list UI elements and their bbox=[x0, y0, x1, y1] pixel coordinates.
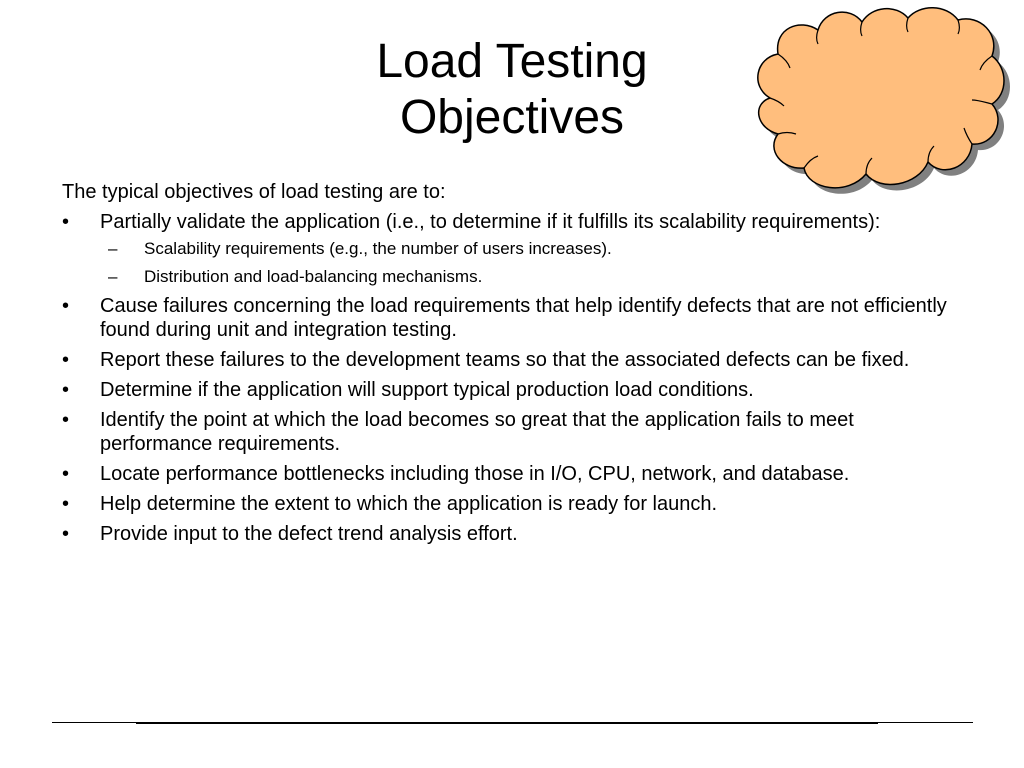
dash-marker: – bbox=[108, 239, 118, 258]
slide-body bbox=[62, 180, 962, 552]
bullet-item bbox=[62, 462, 962, 486]
sub-bullet-text: Distribution and load-balancing mechanisms. bbox=[144, 267, 483, 286]
slide-title bbox=[312, 34, 712, 146]
bullet-marker: • bbox=[62, 295, 70, 317]
intro-text: The typical objectives of load testing are to: bbox=[62, 181, 446, 203]
bullet-marker: • bbox=[62, 211, 70, 233]
bullet-item bbox=[62, 294, 962, 342]
bullet-marker: • bbox=[62, 409, 70, 431]
bullet-item bbox=[62, 522, 962, 546]
bullet-marker: • bbox=[62, 349, 70, 371]
bullet-text: Partially validate the application (i.e., to determine if it fulfills its scalability requirements): bbox=[100, 211, 881, 233]
bullet-text: Provide input to the defect trend analysis effort. bbox=[100, 523, 518, 545]
bullet-marker: • bbox=[62, 493, 70, 515]
dash-marker: – bbox=[108, 267, 118, 286]
bullet-text: Locate performance bottlenecks including those in I/O, CPU, network, and database. bbox=[100, 463, 850, 485]
sub-bullet-item bbox=[108, 238, 962, 260]
bullet-item bbox=[62, 210, 962, 288]
sub-bullet-text: Scalability requirements (e.g., the number of users increases). bbox=[144, 239, 612, 258]
bullet-text: Determine if the application will support typical production load conditions. bbox=[100, 379, 754, 401]
bullet-item bbox=[62, 378, 962, 402]
bullet-item bbox=[62, 348, 962, 372]
bullet-text: Identify the point at which the load becomes so great that the application fails to meet performance requirements. bbox=[100, 409, 854, 455]
bullet-item bbox=[62, 492, 962, 516]
bullet-text: Report these failures to the development teams so that the associated defects can be fixed. bbox=[100, 349, 910, 371]
bullet-text: Help determine the extent to which the application is ready for launch. bbox=[100, 493, 718, 515]
slide-title-line-1: Load Testing bbox=[376, 35, 648, 88]
bullet-marker: • bbox=[62, 379, 70, 401]
bullet-item bbox=[62, 408, 962, 456]
bullet-text: Cause failures concerning the load requirements that help identify defects that are not efficiently found during unit and integration testing. bbox=[100, 295, 947, 341]
sub-bullet-list bbox=[108, 238, 962, 288]
bullet-list bbox=[62, 210, 962, 546]
slide-title-line-2: Objectives bbox=[399, 91, 625, 144]
bullet-marker: • bbox=[62, 463, 70, 485]
bullet-marker: • bbox=[62, 523, 70, 545]
cloud-shape bbox=[744, 0, 1016, 200]
footer-divider-accent bbox=[136, 722, 878, 724]
sub-bullet-item bbox=[108, 266, 962, 288]
